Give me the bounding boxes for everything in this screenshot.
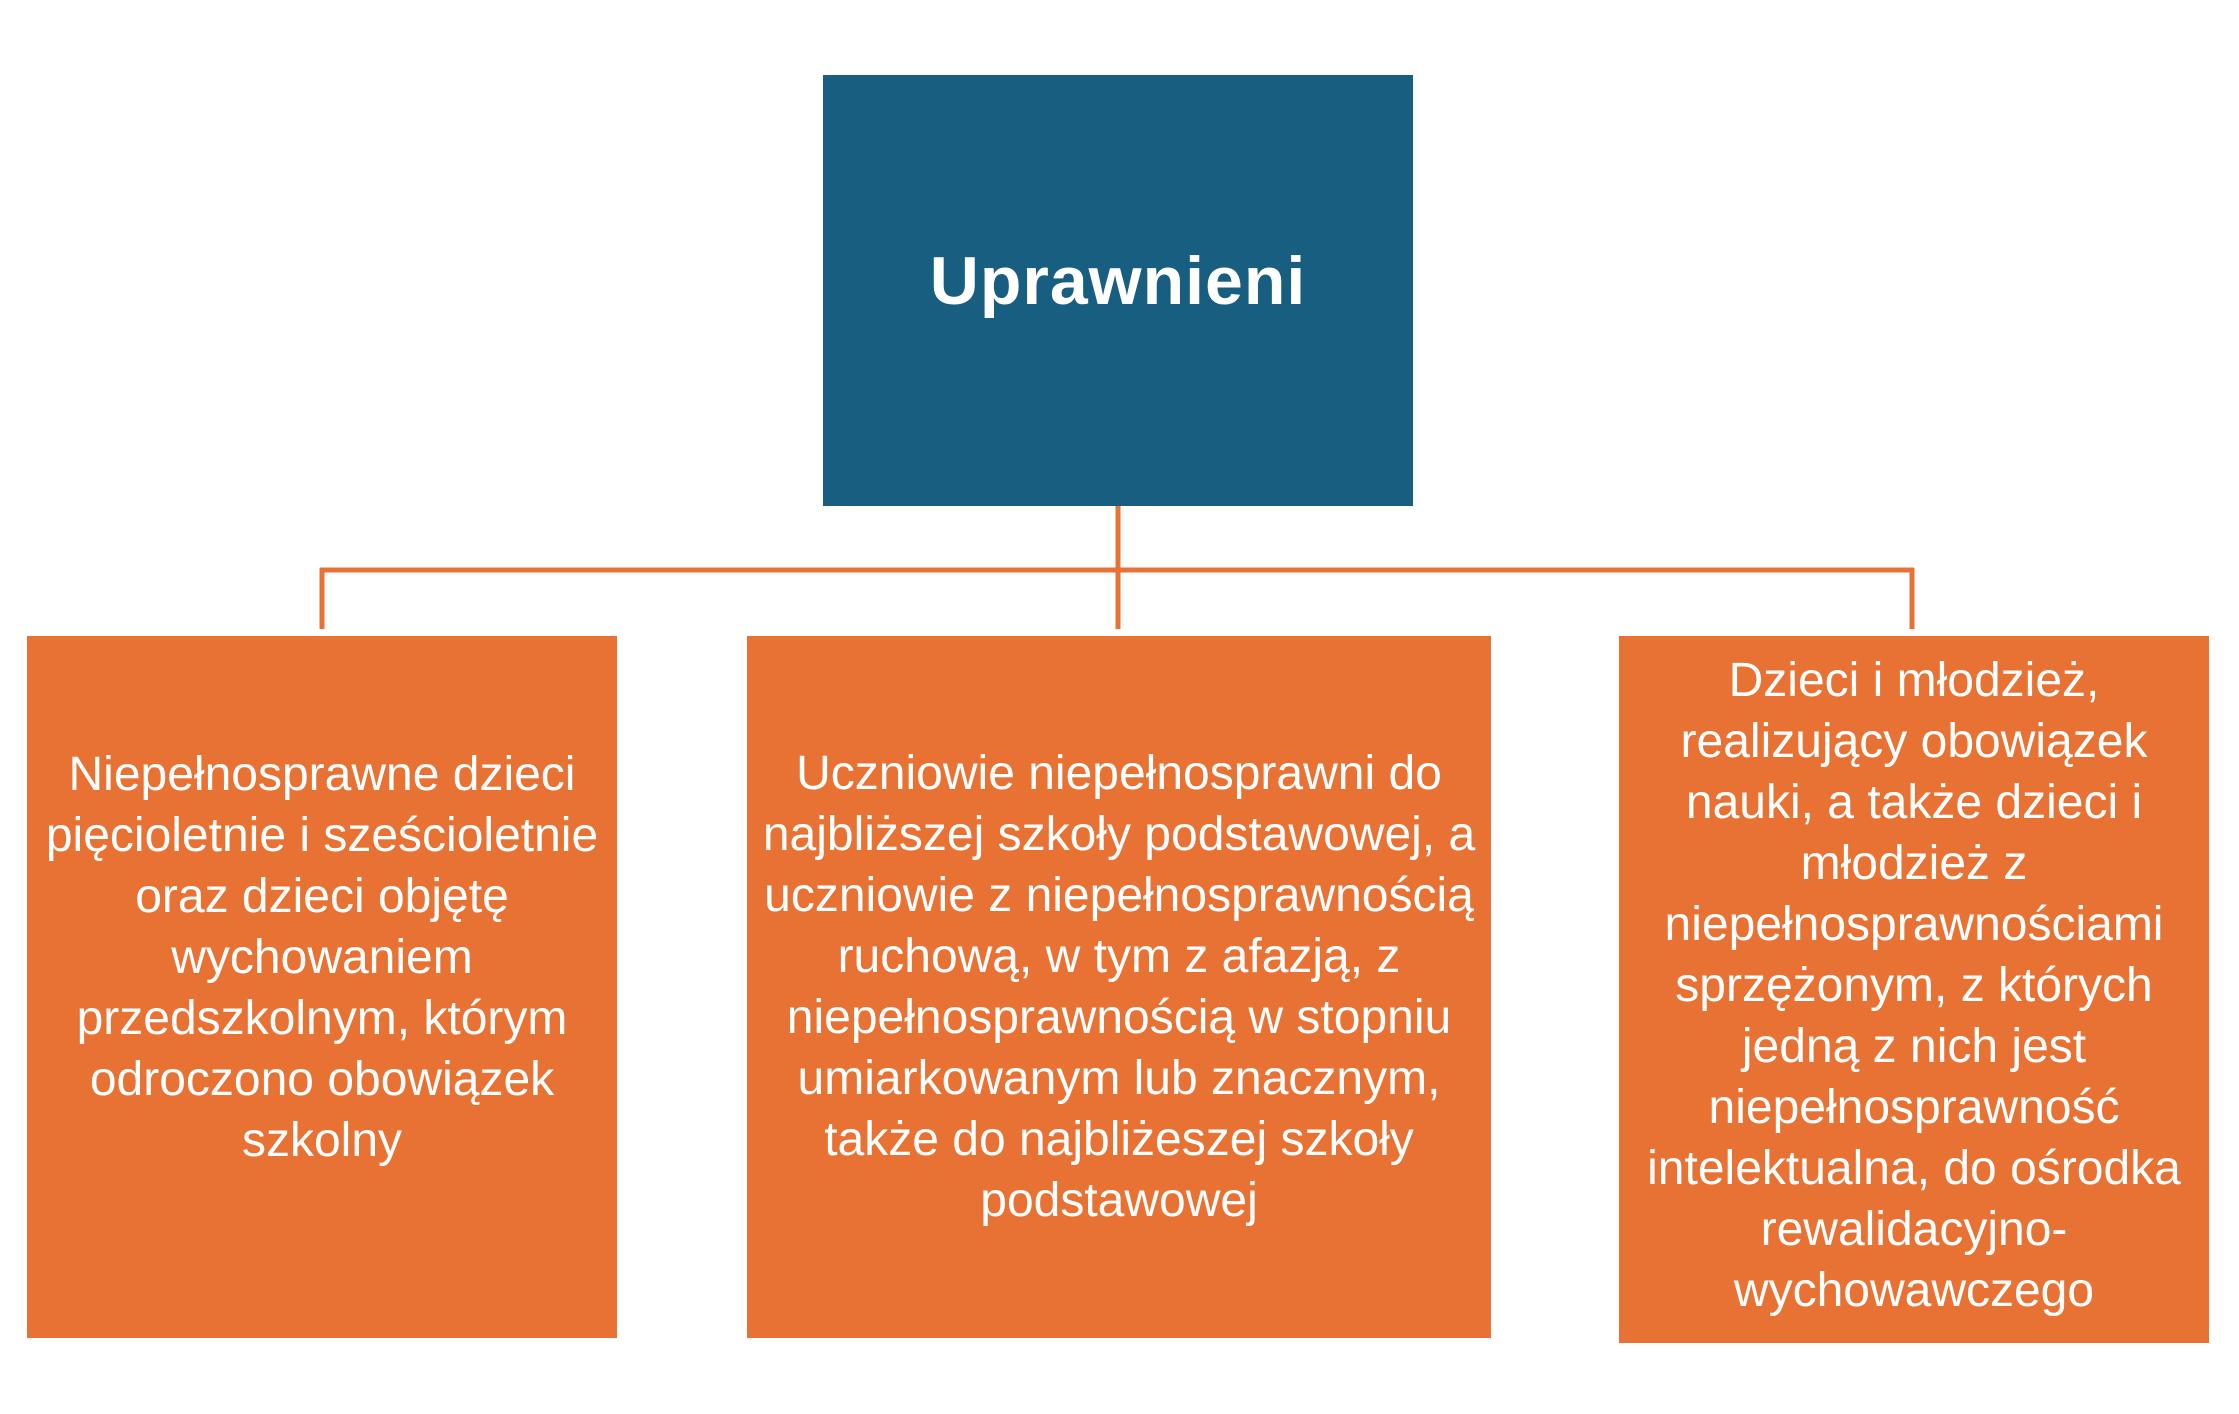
child-node-left-label: Niepełnosprawne dzieci pięcioletnie i sześcioletnie oraz dzieci objętę wychowaniem przedszkolnym, którym odroczono obowiązek szkolny	[45, 747, 599, 1167]
child-node-right-label: Dzieci i młodzież, realizujący obowiązek nauki, a także dzieci i młodzież z niepełnosprawnościami sprzężonym, z których jedną z nich jest niepełnosprawność intelektualna, do ośrodka rewalidacyjno-wychowawczego	[1647, 654, 2181, 1317]
child-node-right	[1619, 636, 2209, 1343]
root-node-label: Uprawnieni	[929, 242, 1307, 319]
child-node-center	[747, 636, 1491, 1338]
child-node-left	[27, 636, 617, 1338]
root-node	[823, 75, 1413, 506]
child-node-center-label: Uczniowie niepełnosprawni do najbliższej szkoły podstawowej, a uczniowie z niepełnosprawnością ruchową, w tym z afazją, z niepełnosprawnością w stopniu umiarkowanym lub znacznym, także do najbliżeszej szkoły podstawowej	[762, 747, 1476, 1227]
